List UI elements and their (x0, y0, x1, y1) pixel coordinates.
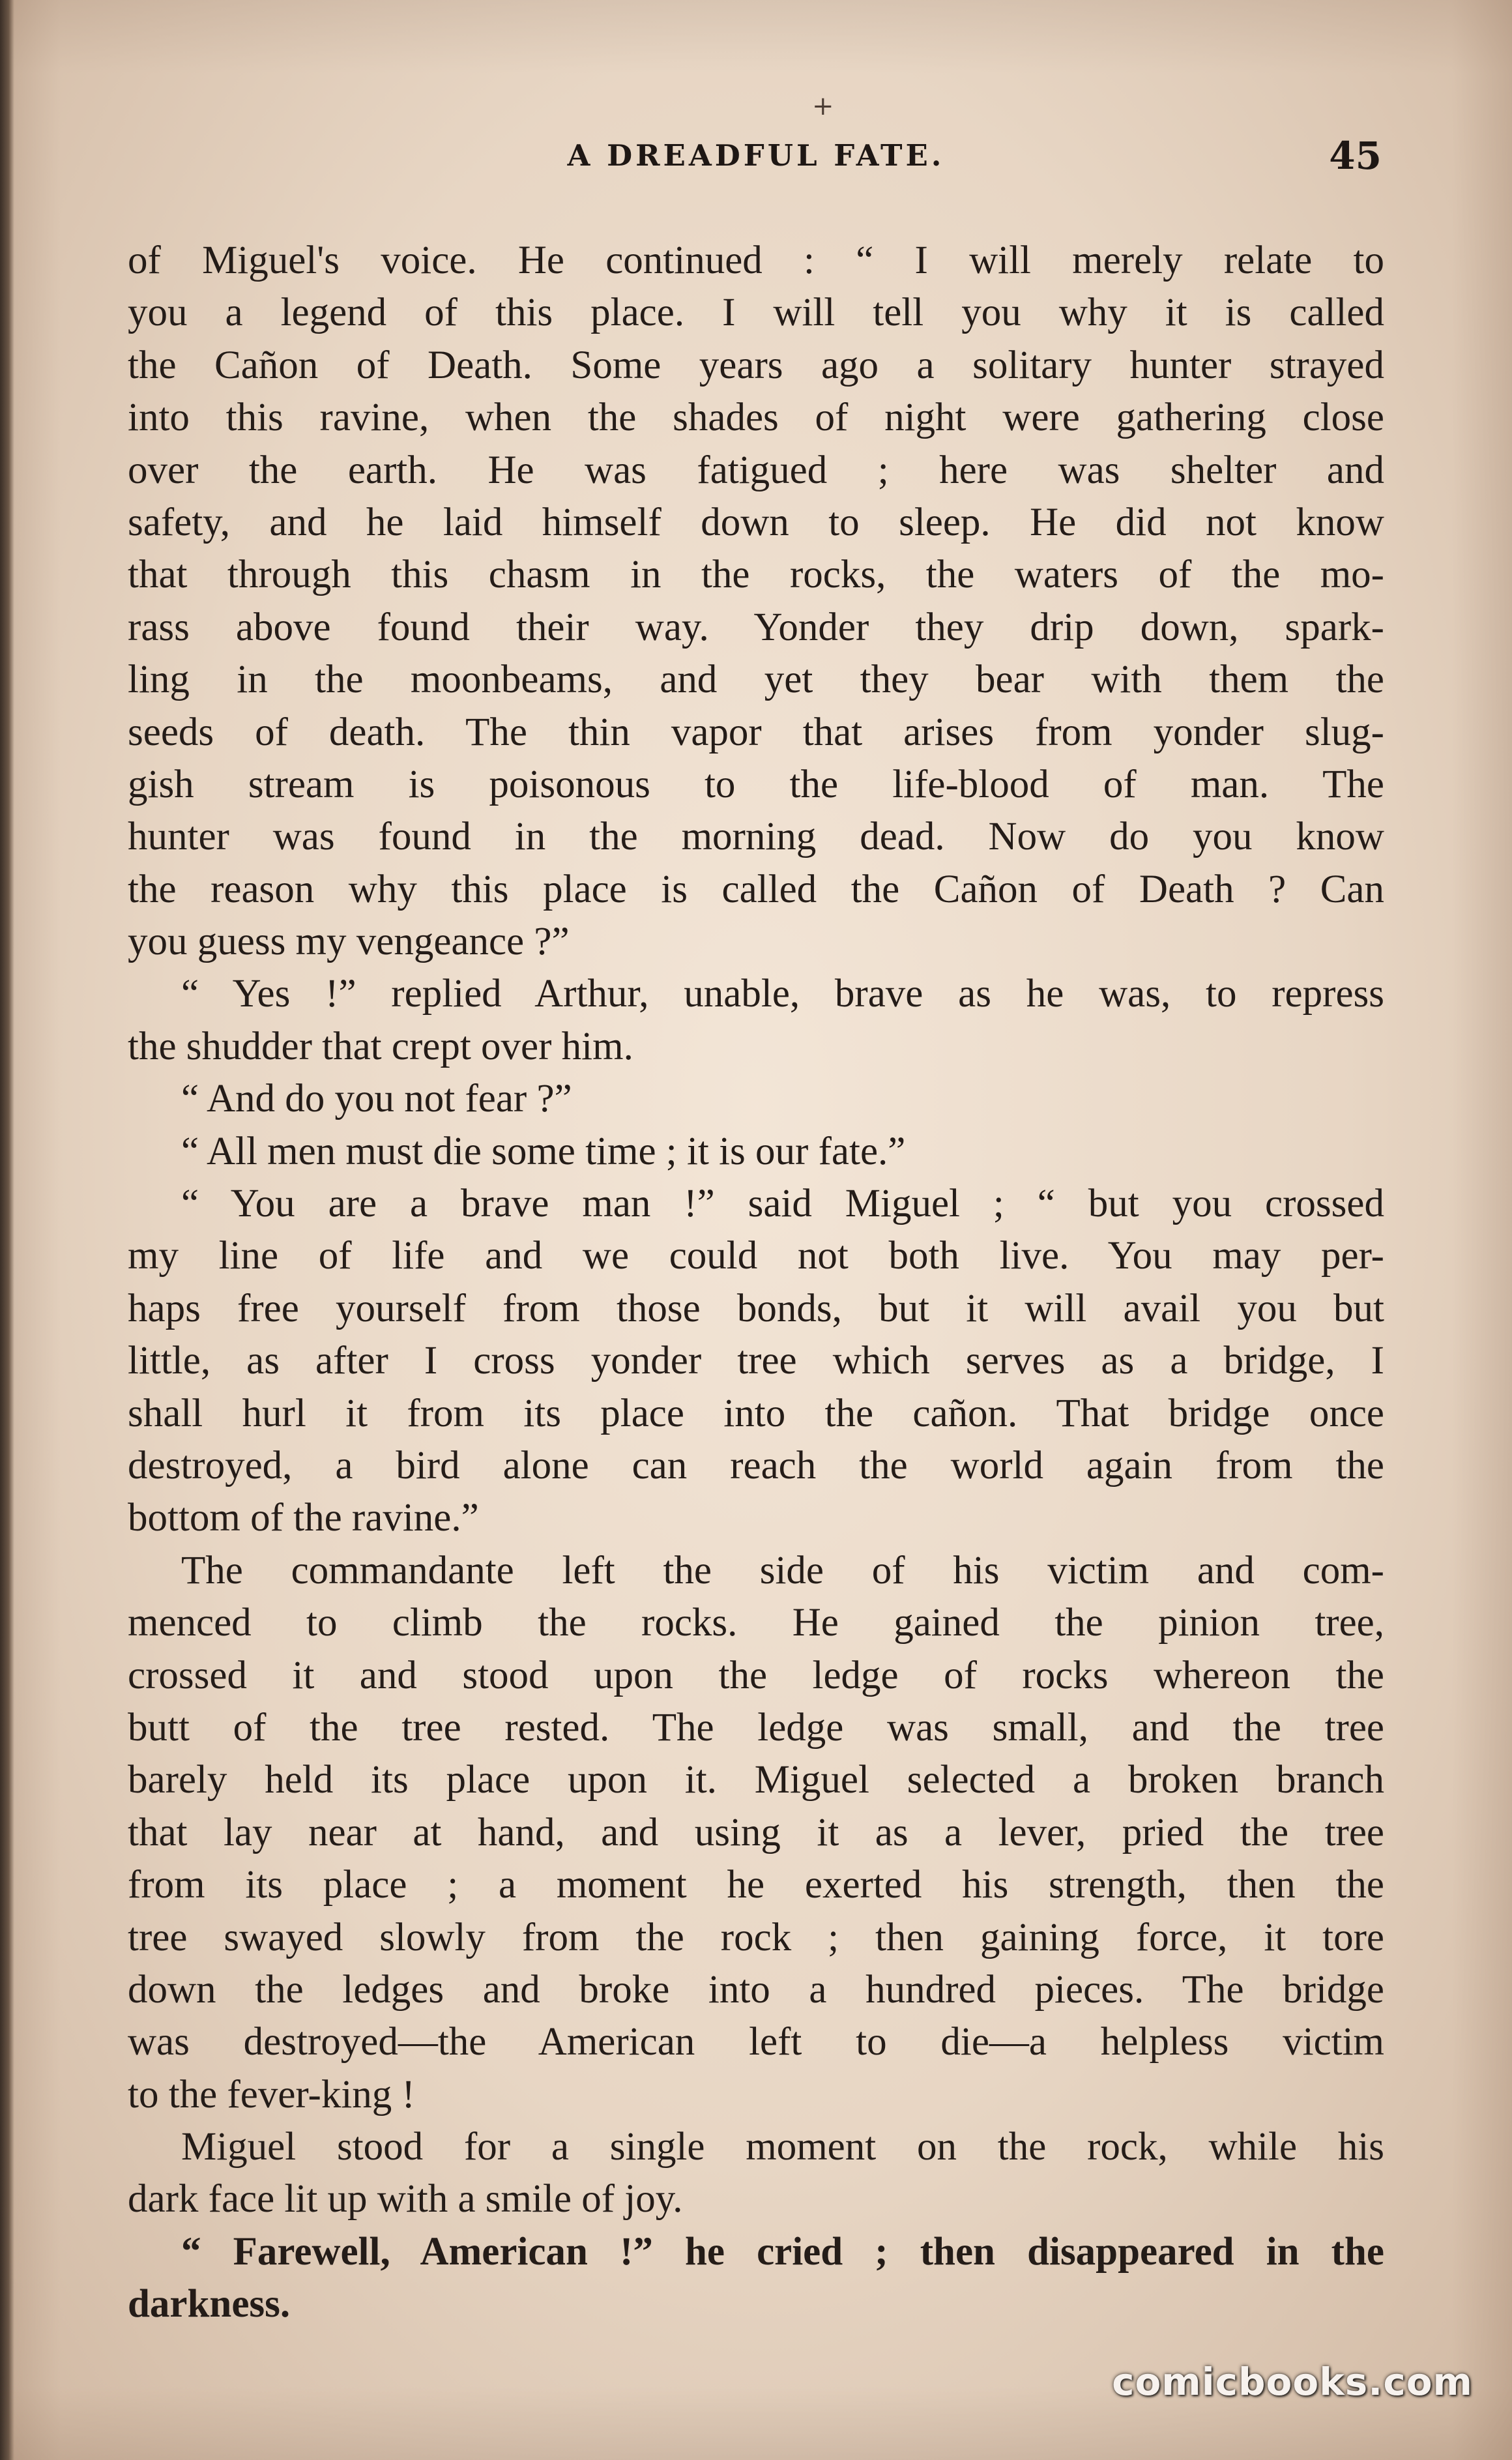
running-head: A DREADFUL FATE. (567, 138, 945, 173)
text-line: Miguel stood for a single moment on the rock, while his (181, 2125, 1384, 2169)
text-line: over the earth. He was fatigued ; here was shelter and (128, 448, 1384, 492)
page-number: 45 (1329, 134, 1382, 178)
text-line: little, as after I cross yonder tree which serves as a bridge, I (128, 1339, 1384, 1383)
text-line: to the fever-king ! (128, 2072, 415, 2116)
text-line: tree swayed slowly from the rock ; then gaining force, it tore (128, 1915, 1384, 1959)
page-binding-edge (0, 0, 14, 2460)
text-line: bottom of the ravine.” (128, 1496, 479, 1540)
text-line: the reason why this place is called the Cañon of Death ? Can (128, 867, 1384, 911)
text-line: rass above found their way. Yonder they drip down, spark- (128, 605, 1384, 649)
text-line: that through this chasm in the rocks, the waters of the mo- (128, 553, 1384, 597)
text-line: of Miguel's voice. He continued : “ I will merely relate to (128, 239, 1384, 282)
text-line: destroyed, a bird alone can reach the world again from the (128, 1443, 1384, 1487)
text-line: haps free yourself from those bonds, but it will avail you but (128, 1286, 1384, 1330)
text-line: menced to climb the rocks. He gained the pinion tree, (128, 1601, 1384, 1645)
text-line: into this ravine, when the shades of night were gathering close (128, 396, 1384, 440)
text-line: was destroyed—the American left to die—a helpless victim (128, 2020, 1384, 2064)
text-line: “ All men must die some time ; it is our fate.” (181, 1129, 906, 1173)
text-line: The commandante left the side of his victim and com- (181, 1548, 1384, 1592)
watermark: comicbooks.com (1112, 2360, 1473, 2404)
text-line: hunter was found in the morning dead. Now do you know (128, 815, 1384, 859)
text-line: gish stream is poisonous to the life-blood of man. The (128, 762, 1384, 806)
text-line: dark face lit up with a smile of joy. (128, 2177, 683, 2221)
text-line: down the ledges and broke into a hundred pieces. The bridge (128, 1967, 1384, 2012)
text-line: “ Yes !” replied Arthur, unable, brave as he was, to repress (181, 972, 1384, 1016)
text-line: barely held its place upon it. Miguel selected a broken branch (128, 1758, 1384, 1802)
text-line: you guess my vengeance ?” (128, 920, 570, 964)
text-line: butt of the tree rested. The ledge was small, and the tree (128, 1705, 1384, 1750)
text-line: “ Farewell, American !” he cried ; then disappeared in the (181, 2229, 1384, 2274)
text-line: the Cañon of Death. Some years ago a solitary hunter strayed (128, 343, 1384, 387)
text-line: ling in the moonbeams, and yet they bear with them the (128, 658, 1384, 702)
text-line: seeds of death. The thin vapor that arises from yonder slug- (128, 710, 1384, 754)
text-line: “ You are a brave man !” said Miguel ; “ but you crossed (181, 1182, 1384, 1226)
text-line: the shudder that crept over him. (128, 1024, 633, 1068)
text-line: safety, and he laid himself down to sleep. He did not know (128, 500, 1384, 544)
text-line: my line of life and we could not both live. You may per- (128, 1234, 1384, 1278)
text-line: darkness. (128, 2282, 291, 2326)
text-line: shall hurl it from its place into the cañon. That bridge once (128, 1391, 1384, 1435)
body-text (128, 235, 1384, 2331)
text-line: “ And do you not fear ?” (181, 1077, 572, 1121)
text-line: you a legend of this place. I will tell you why it is called (128, 291, 1384, 335)
text-line: from its place ; a moment he exerted his strength, then the (128, 1863, 1384, 1907)
text-line: crossed it and stood upon the ledge of rocks whereon the (128, 1653, 1384, 1697)
printer-mark: + (812, 91, 834, 121)
text-line: that lay near at hand, and using it as a lever, pried the tree (128, 1810, 1384, 1854)
